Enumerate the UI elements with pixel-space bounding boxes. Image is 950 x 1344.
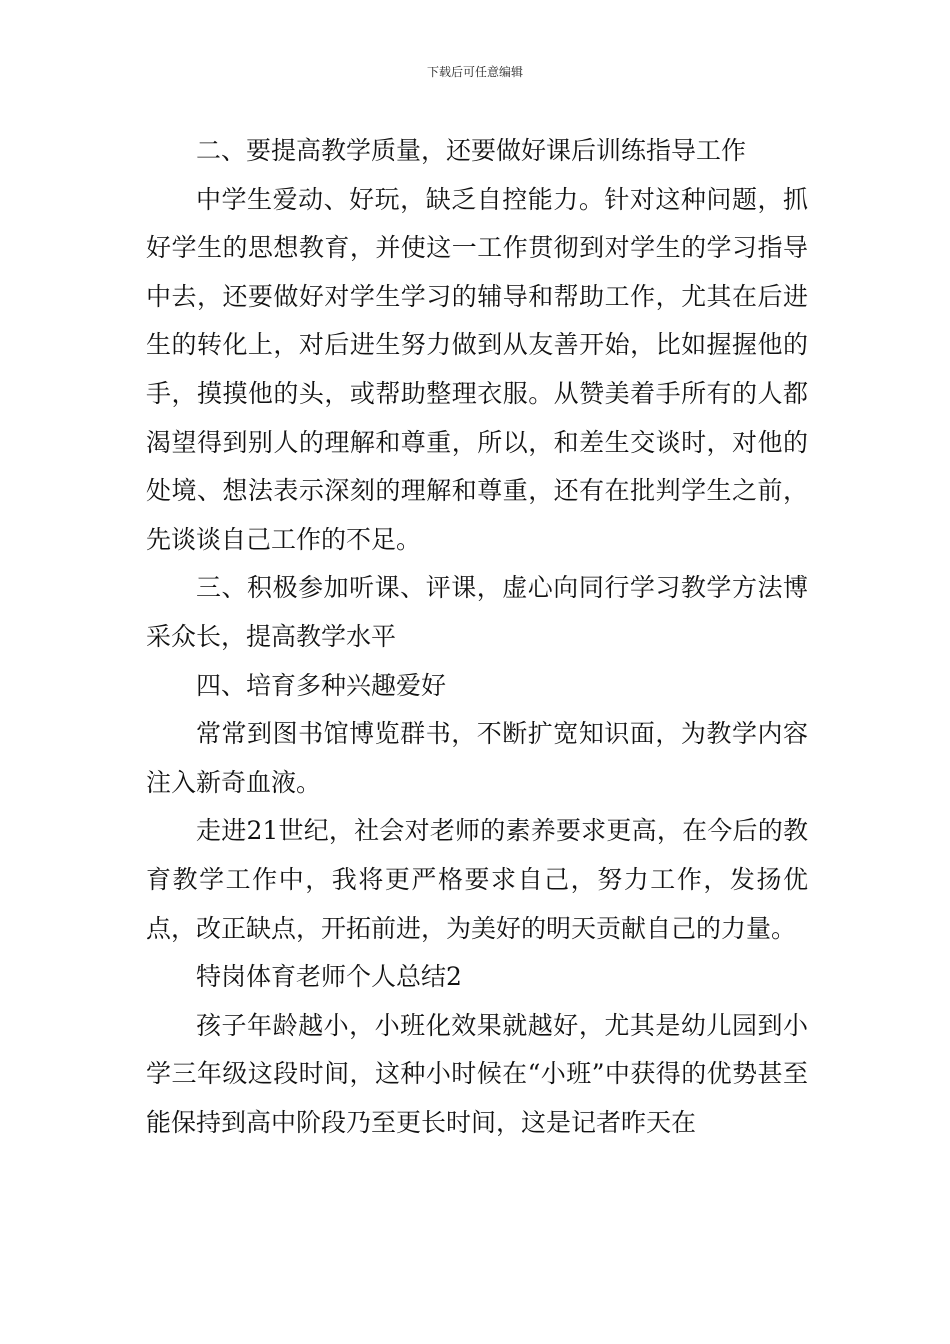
section-heading-4: 四、培育多种兴趣爱好	[196, 670, 447, 700]
document-body	[146, 127, 808, 1147]
section-heading-2: 二、要提高教学质量，还要做好课后训练指导工作	[196, 136, 747, 165]
paragraph-small-class: 孩子年龄越小，小班化效果就越好，尤其是幼儿园到小学三年级这段时间，这种小时候在“小班”中获得的优势甚至能保持到高中阶段乃至更长时间，这是记者昨天在	[146, 1010, 808, 1137]
paragraph-21st-century: 走进21世纪，社会对老师的素养要求更高，在今后的教育教学工作中，我将更严格要求自己，努力工作，发扬优点，改正缺点，开拓前进，为美好的明天贡献自己的力量。	[146, 816, 808, 943]
paragraph-student-guidance: 中学生爱动、好玩，缺乏自控能力。针对这种问题，抓好学生的思想教育，并使这一工作贯彻到对学生的学习指导中去，还要做好对学生学习的辅导和帮助工作，尤其在后进生的转化上，对后进生努力做到从友善开始，比如握握他的手，摸摸他的头，或帮助整理衣服。从赞美着手所有的人都渴望得到别人的理解和尊重，所以，和差生交谈时，对他的处境、想法表示深刻的理解和尊重，还有在批判学生之前，先谈谈自己工作的不足。	[146, 184, 808, 554]
summary-title-2: 特岗体育老师个人总结2	[196, 962, 462, 992]
page-header: 下载后可任意编辑	[426, 65, 523, 79]
section-heading-3: 三、积极参加听课、评课，虚心向同行学习教学方法博采众长，提高教学水平	[146, 573, 808, 651]
paragraph-library-reading: 常常到图书馆博览群书，不断扩宽知识面，为教学内容注入新奇血液。	[146, 719, 808, 797]
